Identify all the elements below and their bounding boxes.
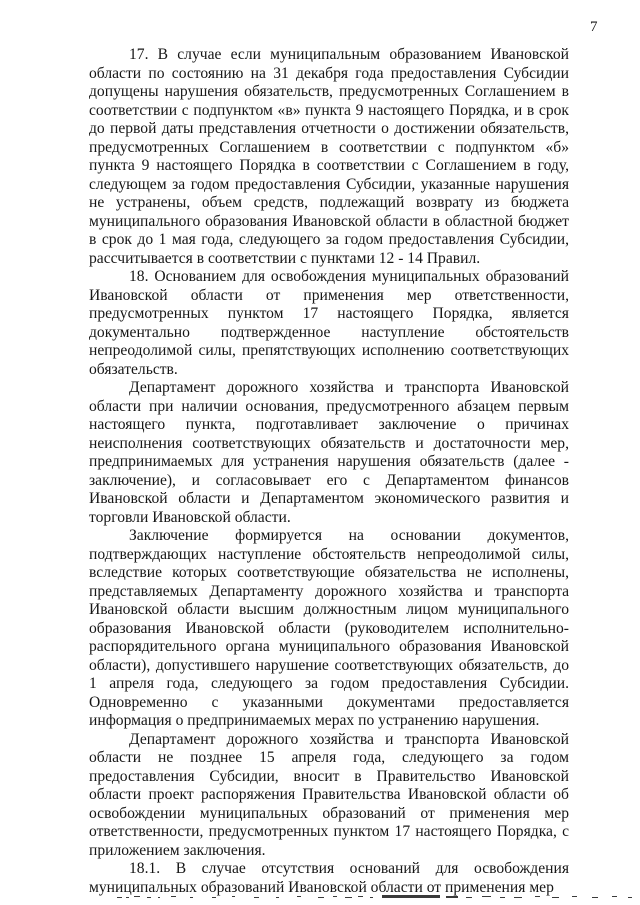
paragraph-18: 18. Основанием для освобождения муниципальных образований Ивановской области от применения мер ответственности, предусмотренных пунктом 17 настоящего Порядка, является документально подтвержденное наступление обстоятельств непреодолимой силы, препятствующих исполнению соответствующих обязательств. [89,268,569,378]
paragraph-17: 17. В случае если муниципальным образованием Ивановской области по состоянию на 31 декабря года предоставления Субсидии допущены нарушения обязательств, предусмотренных Соглашением в соответствии с подпунктом «в» пункта 9 настоящего Порядка, и в срок до первой даты представления отчетности о достижении обязательств, предусмотренных Соглашением в соответствии с подпунктом «б» пункта 9 настоящего Порядка в соответствии с Соглашением в году, следующем за годом предоставления Субсидии, указанные нарушения не устранены, объем средств, подлежащий возврату из бюджета муниципального образования Ивановской области в областной бюджет в срок до 1 мая года, следующего за годом предоставления Субсидии, рассчитывается в соответствии с пунктами 12 - 14 Правил. [89,46,569,267]
paragraph-18-department-conclusion: Департамент дорожного хозяйства и транспорта Ивановской области при наличии основания, предусмотренного абзацем первым настоящего пункта, подготавливает заключение о причинах неисполнения соответствующих обязательств и достаточности мер, предпринимаемых для устранения нарушения обязательств (далее - заключение), и согласовывает его с Департаментом финансов Ивановской области и Департаментом экономического развития и торговли Ивановской области. [89,379,569,526]
scan-edge-noise [0,891,640,901]
page-number: 7 [590,19,598,35]
paragraph-18-1: 18.1. В случае отсутствия оснований для освобождения муниципальных образований Ивановской области от применения мер [89,860,569,896]
paragraph-18-department-submission: Департамент дорожного хозяйства и транспорта Ивановской области не позднее 15 апреля года, следующего за годом предоставления Субсидии, вносит в Правительство Ивановской области проект распоряжения Правительства Ивановской области об освобождении муниципальных образований от применения мер ответственности, предусмотренных пунктом 17 настоящего Порядка, с приложением заключения. [89,730,569,859]
paragraph-18-conclusion-formation: Заключение формируется на основании документов, подтверждающих наступление обстоятельств непреодолимой силы, вследствие которых соответствующие обязательства не исполнены, представляемых Департаменту дорожного хозяйства и транспорта Ивановской области высшим должностным лицом муниципального образования Ивановской области (руководителем исполнительно-распорядительного органа муниципального образования Ивановской области), допустившего нарушение соответствующих обязательств, до 1 апреля года, следующего за годом предоставления Субсидии. Одновременно с указанными документами предоставляется информация о предпринимаемых мерах по устранению нарушения. [89,527,569,729]
document-body [89,46,569,897]
